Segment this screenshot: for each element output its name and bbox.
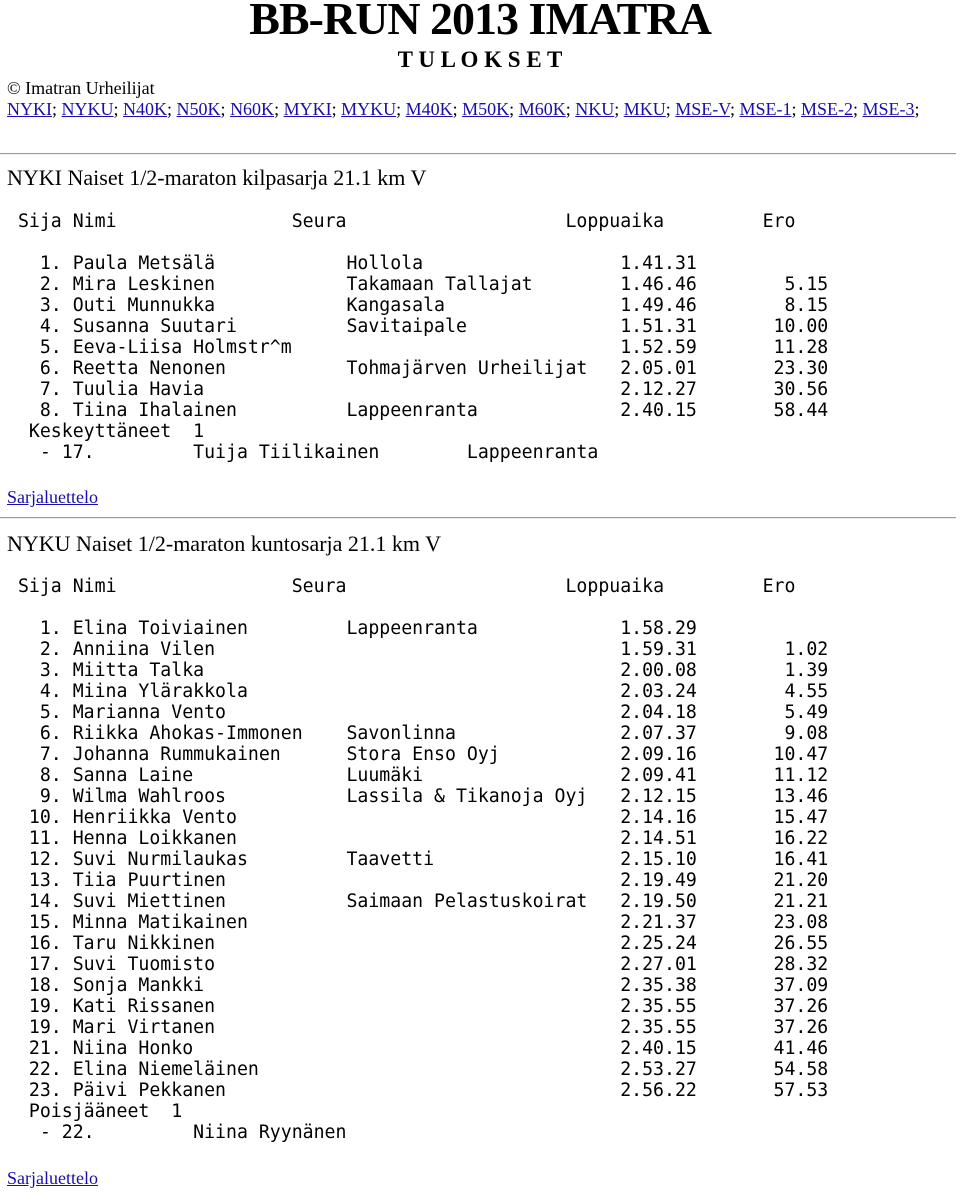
row-diff: 5.15 xyxy=(696,274,829,295)
row-rank: 4. xyxy=(7,316,62,337)
row-name: Reetta Nenonen xyxy=(72,358,347,379)
row-diff: 58.44 xyxy=(696,400,829,421)
row-diff: 57.53 xyxy=(696,1080,829,1101)
table-row xyxy=(7,618,828,639)
row-diff: 10.00 xyxy=(696,316,829,337)
row-time: 2.14.16 xyxy=(620,807,697,828)
row-club: Taavetti xyxy=(346,849,621,870)
column-header-time: Loppuaika xyxy=(554,576,665,597)
row-diff: 54.58 xyxy=(696,1059,829,1080)
row-club xyxy=(346,681,620,702)
table-row xyxy=(7,975,828,996)
row-diff: 41.46 xyxy=(696,1038,829,1059)
row-rank: 1. xyxy=(7,253,62,274)
row-name: Marianna Vento xyxy=(72,702,347,723)
row-rank: 1. xyxy=(7,618,62,639)
row-name: Paula Metsälä xyxy=(72,253,347,274)
row-time: 2.27.01 xyxy=(620,954,697,975)
row-diff: 1.39 xyxy=(696,660,829,681)
row-name: Henriikka Vento xyxy=(72,807,347,828)
row-diff: 11.12 xyxy=(696,765,829,786)
row-diff: 23.08 xyxy=(696,912,829,933)
row-rank: 16. xyxy=(7,933,62,954)
row-club: Kangasala xyxy=(346,295,621,316)
row-time: 2.40.15 xyxy=(620,400,697,421)
row-time: 2.25.24 xyxy=(620,933,697,954)
category-nav: NYKI; NYKU; N40K; N50K; N60K; MYKI; MYKU; M40K; M50K; M60K; NKU; MKU; MSE-V; MSE-1; MSE-2; MSE-3; xyxy=(7,99,920,119)
row-name: Susanna Suutari xyxy=(72,316,347,337)
row-name: Miina Ylärakkola xyxy=(72,681,347,702)
row-rank: 3. xyxy=(7,660,62,681)
status-count: 1 xyxy=(193,421,205,442)
row-name: Henna Loikkanen xyxy=(72,828,347,849)
row-name: Riikka Ahokas-Immonen xyxy=(72,723,347,744)
table-row xyxy=(7,912,828,933)
row-club: Stora Enso Oyj xyxy=(346,744,621,765)
results-table-nyki xyxy=(7,211,828,463)
table-row xyxy=(7,253,828,274)
row-rank: 21. xyxy=(7,1038,62,1059)
row-rank: 2. xyxy=(7,274,62,295)
column-header-diff: Ero xyxy=(664,576,796,597)
table-row xyxy=(7,1080,828,1101)
row-time: 1.46.46 xyxy=(620,274,697,295)
row-name: Mira Leskinen xyxy=(72,274,347,295)
status-label: Keskeyttäneet xyxy=(28,421,172,442)
table-row xyxy=(7,744,828,765)
row-diff: 8.15 xyxy=(696,295,829,316)
table-header xyxy=(7,211,828,232)
status-count: 1 xyxy=(171,1101,183,1122)
row-name: Suvi Tuomisto xyxy=(72,954,347,975)
status-row: - 17. Tuija Tiilikainen Lappeenranta xyxy=(7,442,599,463)
row-time: 2.15.10 xyxy=(620,849,697,870)
row-diff: 28.32 xyxy=(696,954,829,975)
row-rank: 2. xyxy=(7,639,62,660)
row-time: 2.35.55 xyxy=(620,996,697,1017)
column-header-club: Seura xyxy=(291,576,555,597)
row-time: 1.58.29 xyxy=(620,618,697,639)
row-name: Niina Honko xyxy=(72,1038,347,1059)
row-name: Suvi Miettinen xyxy=(72,891,347,912)
row-club: Hollola xyxy=(346,253,621,274)
nav-link-nyki[interactable]: NYKI xyxy=(7,99,52,119)
row-name: Suvi Nurmilaukas xyxy=(72,849,347,870)
row-club xyxy=(346,975,620,996)
row-rank: 3. xyxy=(7,295,62,316)
row-rank: 10. xyxy=(7,807,62,828)
row-rank: 13. xyxy=(7,870,62,891)
row-time: 2.56.22 xyxy=(620,1080,697,1101)
row-time: 2.07.37 xyxy=(620,723,697,744)
row-diff: 9.08 xyxy=(696,723,829,744)
row-time: 2.12.27 xyxy=(620,379,697,400)
row-club xyxy=(346,1059,620,1080)
nav-link-n40k[interactable]: N40K xyxy=(123,99,168,119)
status-bib: 17. xyxy=(61,442,194,463)
status-name: Tuija Tiilikainen xyxy=(193,442,467,463)
row-club xyxy=(346,379,620,400)
nav-link-m40k[interactable]: M40K xyxy=(405,99,453,119)
status-bib: 22. xyxy=(61,1122,194,1143)
status-summary xyxy=(7,1101,828,1122)
row-diff: 10.47 xyxy=(696,744,829,765)
table-row xyxy=(7,639,828,660)
row-diff: 37.26 xyxy=(696,1017,829,1038)
row-time: 1.52.59 xyxy=(620,337,697,358)
table-row xyxy=(7,870,828,891)
row-time: 2.04.18 xyxy=(620,702,697,723)
nav-link-mse-2[interactable]: MSE-2 xyxy=(800,99,853,119)
row-time: 1.51.31 xyxy=(620,316,697,337)
row-rank: 9. xyxy=(7,786,62,807)
row-time: 2.14.51 xyxy=(620,828,697,849)
nav-link-mku[interactable]: MKU xyxy=(623,99,666,119)
row-club xyxy=(346,660,620,681)
row-rank: 8. xyxy=(7,765,62,786)
table-row xyxy=(7,849,828,870)
row-club xyxy=(346,1017,620,1038)
row-rank: 22. xyxy=(7,1059,62,1080)
row-name: Päivi Pekkanen xyxy=(72,1080,347,1101)
row-club xyxy=(346,933,620,954)
row-club xyxy=(346,1080,620,1101)
table-row xyxy=(7,954,828,975)
row-name: Sanna Laine xyxy=(72,765,347,786)
row-club xyxy=(346,996,620,1017)
nav-link-n60k[interactable]: N60K xyxy=(230,99,275,119)
nav-link-myku[interactable]: MYKU xyxy=(341,99,397,119)
row-name: Tiina Ihalainen xyxy=(72,400,347,421)
row-rank: 12. xyxy=(7,849,62,870)
table-row xyxy=(7,274,828,295)
nav-link-n50k[interactable]: N50K xyxy=(176,99,221,119)
row-time: 1.59.31 xyxy=(620,639,697,660)
row-diff: 37.26 xyxy=(696,996,829,1017)
column-header-time: Loppuaika xyxy=(554,211,665,232)
row-club xyxy=(346,828,620,849)
row-diff: 23.30 xyxy=(696,358,829,379)
row-diff: 4.55 xyxy=(696,681,829,702)
table-row xyxy=(7,358,828,379)
row-club: Takamaan Tallajat xyxy=(346,274,621,295)
column-header-club: Seura xyxy=(291,211,555,232)
row-club: Saimaan Pelastuskoirat xyxy=(346,891,621,912)
row-club: Lappeenranta xyxy=(346,618,621,639)
row-rank: 11. xyxy=(7,828,62,849)
row-name: Mari Virtanen xyxy=(72,1017,347,1038)
nav-link-myki[interactable]: MYKI xyxy=(283,99,332,119)
row-diff: 21.21 xyxy=(696,891,829,912)
nav-link-mse-1[interactable]: MSE-1 xyxy=(739,99,792,119)
table-row xyxy=(7,337,828,358)
page-title: BB-RUN 2013 IMATRA xyxy=(249,0,711,44)
table-row xyxy=(7,295,828,316)
status-club: Lappeenranta xyxy=(466,442,599,463)
row-time: 2.03.24 xyxy=(620,681,697,702)
row-name: Johanna Rummukainen xyxy=(72,744,347,765)
nav-link-nyku[interactable]: NYKU xyxy=(61,99,114,119)
table-row xyxy=(7,681,828,702)
table-row xyxy=(7,933,828,954)
row-name: Miitta Talka xyxy=(72,660,347,681)
row-club: Savonlinna xyxy=(346,723,621,744)
table-row xyxy=(7,660,828,681)
nav-link-mse-3[interactable]: MSE-3 xyxy=(862,99,915,119)
row-time: 2.19.49 xyxy=(620,870,697,891)
row-rank: 7. xyxy=(7,379,62,400)
row-diff: 15.47 xyxy=(696,807,829,828)
table-row xyxy=(7,891,828,912)
row-name: Sonja Mankki xyxy=(72,975,347,996)
row-rank: 4. xyxy=(7,681,62,702)
row-time: 2.53.27 xyxy=(620,1059,697,1080)
table-row xyxy=(7,996,828,1017)
row-club: Lappeenranta xyxy=(346,400,621,421)
table-row xyxy=(7,1017,828,1038)
back-to-series-list-link[interactable]: Sarjaluettelo xyxy=(7,487,98,507)
row-name: Elina Niemeläinen xyxy=(72,1059,347,1080)
row-diff: 5.49 xyxy=(696,702,829,723)
nav-link-nku[interactable]: NKU xyxy=(575,99,615,119)
results-table-nyku xyxy=(7,576,828,1143)
row-rank: 14. xyxy=(7,891,62,912)
row-time: 2.05.01 xyxy=(620,358,697,379)
table-row xyxy=(7,1038,828,1059)
row-name: Eeva-Liisa Holmstr^m xyxy=(72,337,347,358)
nav-link-m60k[interactable]: M60K xyxy=(518,99,566,119)
row-rank: 7. xyxy=(7,744,62,765)
row-rank: 17. xyxy=(7,954,62,975)
row-rank: 19. xyxy=(7,996,62,1017)
page-subtitle: T U L O K S E T xyxy=(397,47,563,72)
row-rank: 8. xyxy=(7,400,62,421)
nav-link-m50k[interactable]: M50K xyxy=(462,99,510,119)
row-name: Anniina Vilen xyxy=(72,639,347,660)
row-name: Elina Toiviainen xyxy=(72,618,347,639)
row-time: 2.35.55 xyxy=(620,1017,697,1038)
row-name: Tiia Puurtinen xyxy=(72,870,347,891)
status-summary xyxy=(7,421,828,442)
row-rank: 15. xyxy=(7,912,62,933)
copyright-text: © Imatran Urheilijat xyxy=(7,78,155,98)
row-time: 1.49.46 xyxy=(620,295,697,316)
row-name: Kati Rissanen xyxy=(72,996,347,1017)
section-heading-nyku: NYKU Naiset 1/2-maraton kuntosarja 21.1 km V xyxy=(7,531,442,556)
row-time: 2.09.41 xyxy=(620,765,697,786)
row-time: 2.35.38 xyxy=(620,975,697,996)
row-club xyxy=(346,337,620,358)
row-time: 2.00.08 xyxy=(620,660,697,681)
row-rank: 5. xyxy=(7,337,62,358)
table-row xyxy=(7,702,828,723)
row-diff: 30.56 xyxy=(696,379,829,400)
row-time: 1.41.31 xyxy=(620,253,697,274)
row-time: 2.21.37 xyxy=(620,912,697,933)
row-diff: 26.55 xyxy=(696,933,829,954)
table-row xyxy=(7,765,828,786)
row-diff: 13.46 xyxy=(696,786,829,807)
row-club xyxy=(346,1038,620,1059)
row-diff: 37.09 xyxy=(696,975,829,996)
nav-link-mse-v[interactable]: MSE-V xyxy=(675,99,730,119)
divider xyxy=(0,153,956,155)
row-name: Taru Nikkinen xyxy=(72,933,347,954)
status-name: Niina Ryynänen xyxy=(193,1122,467,1143)
row-club xyxy=(346,639,620,660)
row-club xyxy=(346,702,620,723)
row-name: Tuulia Havia xyxy=(72,379,347,400)
row-diff: 1.02 xyxy=(696,639,829,660)
row-diff: 11.28 xyxy=(696,337,829,358)
row-club xyxy=(346,870,620,891)
row-rank: 18. xyxy=(7,975,62,996)
row-diff: 16.41 xyxy=(696,849,829,870)
row-club xyxy=(346,912,620,933)
divider xyxy=(0,517,956,519)
row-club: Tohmajärven Urheilijat xyxy=(346,358,621,379)
column-header-rank: Sija xyxy=(17,576,62,597)
row-diff: 21.20 xyxy=(696,870,829,891)
table-row xyxy=(7,400,828,421)
row-time: 2.09.16 xyxy=(620,744,697,765)
row-club: Savitaipale xyxy=(346,316,621,337)
row-rank: 5. xyxy=(7,702,62,723)
row-rank: 6. xyxy=(7,723,62,744)
row-name: Wilma Wahlroos xyxy=(72,786,347,807)
table-row xyxy=(7,828,828,849)
row-time: 2.40.15 xyxy=(620,1038,697,1059)
table-row xyxy=(7,723,828,744)
row-club xyxy=(346,954,620,975)
column-header-rank: Sija xyxy=(17,211,62,232)
column-header-name: Nimi xyxy=(72,576,292,597)
section-heading-nyki: NYKI Naiset 1/2-maraton kilpasarja 21.1 km V xyxy=(7,165,427,190)
back-to-series-list-link[interactable]: Sarjaluettelo xyxy=(7,1168,98,1188)
table-row xyxy=(7,1059,828,1080)
row-diff xyxy=(697,253,828,274)
table-header xyxy=(7,576,828,597)
row-diff: 16.22 xyxy=(696,828,829,849)
table-row xyxy=(7,786,828,807)
row-time: 2.12.15 xyxy=(620,786,697,807)
column-header-diff: Ero xyxy=(664,211,796,232)
row-club: Lassila & Tikanoja Oyj xyxy=(346,786,621,807)
row-name: Outi Munnukka xyxy=(72,295,347,316)
row-club: Luumäki xyxy=(346,765,621,786)
row-rank: 6. xyxy=(7,358,62,379)
row-time: 2.19.50 xyxy=(620,891,697,912)
status-label: Poisjääneet xyxy=(28,1101,150,1122)
table-row xyxy=(7,807,828,828)
row-diff xyxy=(697,618,828,639)
row-name: Minna Matikainen xyxy=(72,912,347,933)
status-row: - 22. Niina Ryynänen xyxy=(7,1122,467,1143)
table-row xyxy=(7,379,828,400)
table-row xyxy=(7,316,828,337)
row-rank: 19. xyxy=(7,1017,62,1038)
row-rank: 23. xyxy=(7,1080,62,1101)
row-club xyxy=(346,807,620,828)
column-header-name: Nimi xyxy=(72,211,292,232)
